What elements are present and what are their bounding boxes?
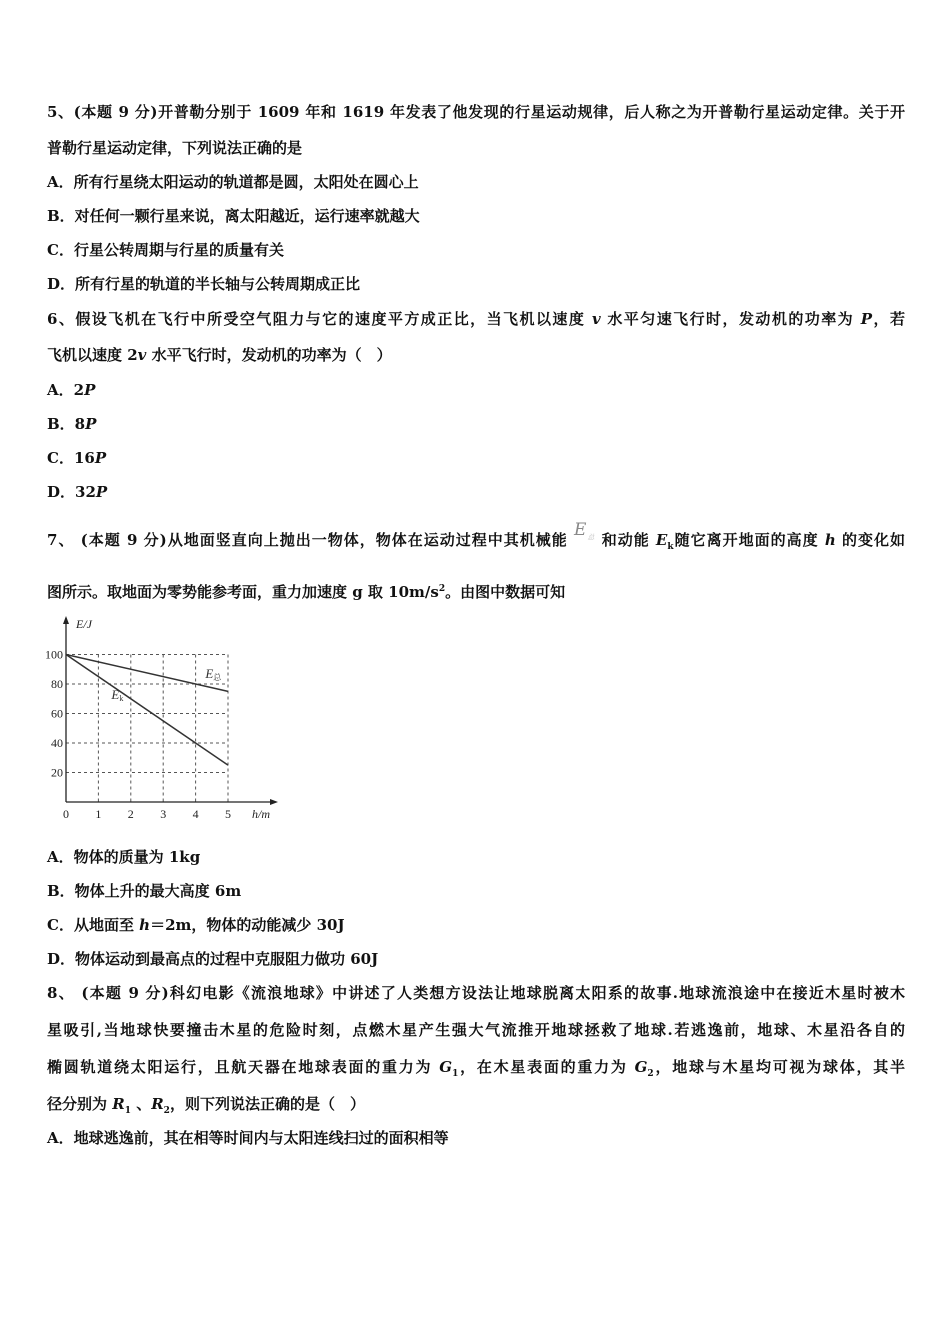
series-line-etotal	[66, 655, 228, 692]
text: 和动能	[595, 531, 656, 549]
text: 7、 (本题 9 分)从地面竖直向上抛出一物体，物体在运动过程中其机械能	[47, 531, 575, 549]
x-tick-label: 1	[95, 807, 102, 821]
series-label: E总	[205, 666, 222, 683]
text: 径分别为	[47, 1095, 113, 1113]
q7-stem-line1	[47, 520, 905, 557]
var-p: P	[95, 483, 108, 501]
y-tick-label: 20	[51, 765, 63, 780]
text: A．2	[47, 381, 85, 399]
text: 、	[130, 1095, 152, 1113]
q8-option-a: A．地球逃逸前，其在相等时间内与太阳连线扫过的面积相等	[47, 1129, 449, 1147]
text: ，则下列说法正确的是（ ）	[169, 1095, 365, 1113]
x-tick-label: 3	[160, 807, 167, 821]
text: 。由图中数据可知	[445, 583, 566, 601]
text: C．16	[47, 449, 95, 467]
var-r: R	[112, 1095, 125, 1113]
text: ＝2m，物体的动能减少 30J	[150, 916, 345, 934]
text: 水平飞行时，发动机的功率为（ ）	[146, 346, 392, 364]
var-v: v	[591, 310, 601, 328]
q6-option-b	[47, 414, 96, 434]
text: B．8	[47, 415, 86, 433]
q5-stem-line1: 5、(本题 9 分)开普勒分别于 1609 年和 1619 年发表了他发现的行星运动规律，后人称之为开普勒行星运动定律。关于开	[47, 103, 905, 121]
q6-stem-line1	[47, 309, 905, 329]
text: 总	[586, 533, 596, 542]
text: 1	[452, 1069, 459, 1079]
text: C．从地面至	[47, 916, 140, 934]
text: ，地球与木星均可视为球体，其半	[653, 1058, 905, 1076]
energy-height-chart	[30, 610, 290, 830]
var-p: P	[94, 449, 107, 467]
q8-stem-line1: 8、 (本题 9 分)科幻电影《流浪地球》中讲述了人类想方设法让地球脱离太阳系的故事.地球流浪途中在接近木星时被木	[47, 984, 905, 1002]
y-tick-label: 60	[51, 706, 63, 721]
var-r: R	[151, 1095, 164, 1113]
text: ，若	[872, 310, 905, 328]
q5-option-b: B．对任何一颗行星来说，离太阳越近，运行速率就越大	[47, 207, 420, 225]
q5-stem-line2: 普勒行星运动定律，下列说法正确的是	[47, 139, 303, 157]
text: 随它离开地面的高度	[673, 531, 825, 549]
text: 的变化如	[835, 531, 905, 549]
var-h: h	[824, 531, 836, 549]
y-tick-label: 80	[51, 677, 63, 691]
text: 水平匀速飞行时，发动机的功率为	[600, 310, 861, 328]
text: 2	[438, 584, 446, 594]
q5-option-d: D．所有行星的轨道的半长轴与公转周期成正比	[47, 275, 361, 293]
q6-option-d	[47, 482, 107, 502]
text: 1	[124, 1106, 131, 1116]
q7-option-d: D．物体运动到最高点的过程中克服阻力做功 60J	[47, 950, 379, 968]
q7-option-b: B．物体上升的最大高度 6m	[47, 882, 242, 900]
var-p: P	[860, 310, 873, 328]
x-tick-label: 2	[127, 807, 134, 821]
var-g: G	[439, 1058, 453, 1076]
series-label: Ek	[111, 686, 124, 703]
q5-option-a: A．所有行星绕太阳运动的轨道都是圆，太阳处在圆心上	[47, 173, 419, 191]
q8-stem-line4	[47, 1094, 365, 1121]
text: 飞机以速度 2	[47, 346, 138, 364]
series-label-sub: 总	[213, 673, 222, 683]
text: 图所示。取地面为零势能参考面，重力加速度 g 取 10m/s	[47, 583, 439, 601]
q5-option-c: C．行星公转周期与行星的质量有关	[47, 241, 284, 259]
q7-stem-line2	[47, 579, 565, 602]
q6-stem-line2	[47, 345, 392, 365]
var-h: h	[139, 916, 151, 934]
q8-stem-line3	[47, 1057, 905, 1084]
text: 椭圆轨道绕太阳运行，且航天器在地球表面的重力为	[47, 1058, 440, 1076]
x-tick-label: 5	[225, 807, 231, 821]
y-tick-label: 40	[51, 736, 63, 750]
series-line-ek	[66, 655, 228, 766]
text: 2	[163, 1106, 170, 1116]
q7-option-c	[47, 915, 345, 935]
var-p: P	[85, 415, 97, 433]
y-axis-label: E/J	[76, 617, 92, 631]
var-v: v	[137, 346, 147, 364]
text: E	[574, 520, 587, 540]
x-axis-arrow-icon	[270, 799, 278, 805]
text: D．32	[47, 483, 96, 501]
q7-option-a: A．物体的质量为 1kg	[47, 848, 201, 866]
q6-option-a	[47, 380, 95, 400]
series-label-sub: k	[119, 693, 124, 703]
e-total-symbol	[574, 520, 595, 540]
x-tick-label: 4	[192, 807, 199, 821]
text: 2	[647, 1069, 654, 1079]
q6-option-c	[47, 448, 106, 468]
x-tick-label: 0	[63, 807, 69, 821]
x-axis-label: h/m	[252, 807, 270, 821]
var-p: P	[84, 381, 96, 399]
var-e: E	[655, 531, 668, 549]
text: k	[667, 542, 674, 552]
text: 6、假设飞机在飞行中所受空气阻力与它的速度平方成正比，当飞机以速度	[47, 310, 592, 328]
q8-stem-line2: 星吸引,当地球快要撞击木星的危险时刻，点燃木星产生强大气流推开地球拯救了地球.若逃逸前，地球、木星沿各自的	[47, 1021, 905, 1039]
var-g: G	[634, 1058, 648, 1076]
y-tick-label: 100	[45, 647, 63, 662]
text: ，在木星表面的重力为	[458, 1058, 635, 1076]
y-axis-arrow-icon	[63, 616, 69, 624]
